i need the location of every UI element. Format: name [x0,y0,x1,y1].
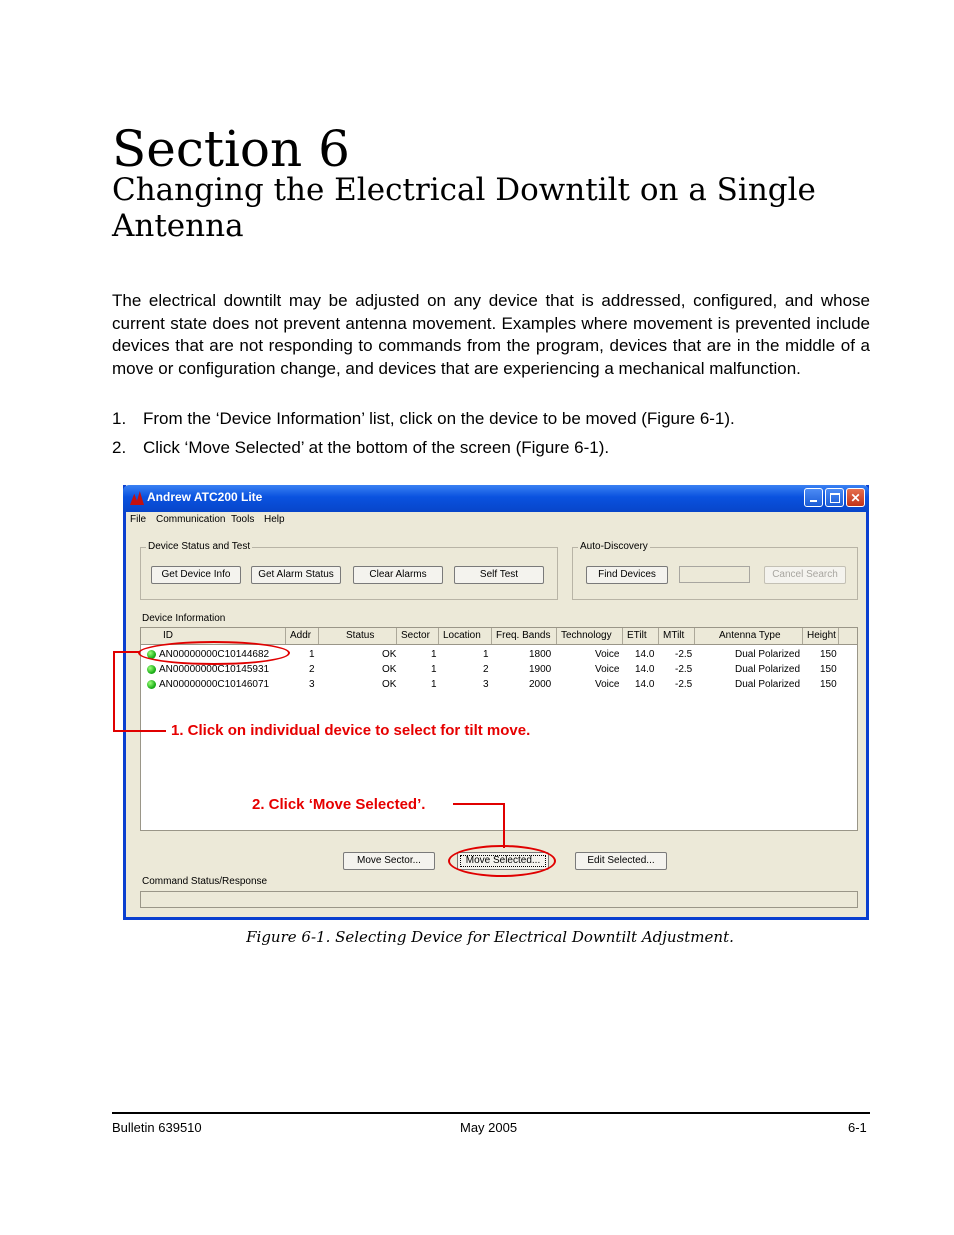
edit-selected-button[interactable]: Edit Selected... [575,852,667,870]
minimize-icon [810,500,817,502]
self-test-button[interactable]: Self Test [454,566,544,584]
step-text: Click ‘Move Selected’ at the bottom of the screen (Figure 6-1). [143,438,610,457]
col-technology[interactable]: Technology [557,628,623,644]
col-height[interactable]: Height [803,628,839,644]
command-status-label: Command Status/Response [142,876,268,887]
figure-caption: Figure 6-1. Selecting Device for Electrical Downtilt Adjustment. [246,928,734,946]
cell-etilt: 14.0 [635,649,655,660]
intro-paragraph: The electrical downtilt may be adjusted on any device that is addressed, configured, and whose current state does not prevent antenna movement. Examples where movement is prevented include devices that are not responding to commands from the program, devices that are in the middle of a move or configuration change, and devices that are experiencing a mechanical malfunction. [112,291,870,378]
callout-one-text: 1. Click on individual device to select for tilt move. [171,722,531,739]
cell-height: 150 [820,679,837,690]
footer-rule [112,1112,870,1114]
cell-status: OK [382,679,397,690]
cell-mtilt: -2.5 [675,664,693,675]
col-antenna-type[interactable]: Antenna Type [695,628,803,644]
cell-sector: 1 [431,649,437,660]
device-status-group [140,541,558,600]
cell-antenna-type: Dual Polarized [735,679,801,690]
cell-sector: 1 [431,664,437,675]
device-info-label: Device Information [142,613,226,624]
step-number: 1. [112,409,127,428]
device-status-group-label: Device Status and Test [148,541,251,552]
cell-mtilt: -2.5 [675,679,693,690]
col-addr[interactable]: Addr [286,628,319,644]
menu-help[interactable]: Help [264,514,285,525]
callout-two-text: 2. Click ‘Move Selected’. [252,796,426,813]
minimize-button[interactable] [804,488,823,507]
move-sector-button[interactable]: Move Sector... [343,852,435,870]
menu-tools[interactable]: Tools [231,514,255,525]
close-button[interactable] [846,488,865,507]
cell-status: OK [382,649,397,660]
device-highlight-ellipse [138,641,290,665]
step-item [112,408,870,437]
cell-location: 1 [483,649,489,660]
callout-one-line [113,730,166,732]
col-etilt[interactable]: ETilt [623,628,659,644]
cell-tech: Voice [595,649,620,660]
close-icon: ✕ [850,491,861,505]
table-row[interactable] [141,677,857,692]
cell-freq: 1800 [529,649,552,660]
cell-freq: 1900 [529,664,552,675]
cell-sector: 1 [431,679,437,690]
get-device-info-button[interactable]: Get Device Info [151,566,241,584]
app-logo-icon [130,491,144,505]
step-list [112,408,870,466]
section-title: Section 6 [112,120,350,178]
cell-height: 150 [820,664,837,675]
cancel-search-button[interactable]: Cancel Search [764,566,846,584]
footer-page-number: 6-1 [848,1120,867,1135]
cell-etilt: 14.0 [635,679,655,690]
cell-freq: 2000 [529,679,552,690]
menu-bar [126,512,866,530]
cell-addr: 1 [309,649,315,660]
menu-communication[interactable]: Communication [156,514,226,525]
section-subtitle: Changing the Electrical Downtilt on a Single Antenna [112,172,816,244]
cell-location: 2 [483,664,489,675]
cell-id: AN00000000C10144682 [159,649,270,660]
title-bar[interactable] [123,485,869,512]
maximize-icon [830,493,840,503]
cell-addr: 3 [309,679,315,690]
col-id[interactable]: ID [141,628,286,644]
status-ok-icon [147,665,156,674]
step-item [112,437,870,466]
command-status-field [140,891,858,908]
table-row[interactable] [141,662,857,677]
cell-tech: Voice [595,664,620,675]
cell-etilt: 14.0 [635,664,655,675]
cell-height: 150 [820,649,837,660]
cell-location: 3 [483,679,489,690]
footer-date: May 2005 [460,1120,518,1135]
step-text: From the ‘Device Information’ list, click on the device to be moved (Figure 6-1). [143,409,735,428]
cell-id: AN00000000C10145931 [159,664,270,675]
footer-bulletin: Bulletin 639510 [112,1120,202,1135]
clear-alarms-button[interactable]: Clear Alarms [353,566,443,584]
maximize-button[interactable] [825,488,844,507]
cell-addr: 2 [309,664,315,675]
menu-file[interactable]: File [130,514,147,525]
col-mtilt[interactable]: MTilt [659,628,695,644]
col-status[interactable]: Status [319,628,397,644]
discovery-progress-field [679,566,750,583]
callout-two-line [503,803,505,848]
status-ok-icon [147,680,156,689]
col-location[interactable]: Location [439,628,492,644]
cell-tech: Voice [595,679,620,690]
get-alarm-status-button[interactable]: Get Alarm Status [251,566,341,584]
cell-status: OK [382,664,397,675]
find-devices-button[interactable]: Find Devices [586,566,668,584]
auto-discovery-group-label: Auto-Discovery [580,541,648,552]
cell-id: AN00000000C10146071 [159,679,270,690]
move-selected-highlight-ellipse [448,845,556,877]
cell-antenna-type: Dual Polarized [735,664,801,675]
callout-one-line [113,651,140,653]
col-sector[interactable]: Sector [397,628,439,644]
move-selected-button[interactable]: Move Selected... [457,852,549,870]
col-freq-bands[interactable]: Freq. Bands [492,628,557,644]
window-title: Andrew ATC200 Lite [147,490,263,504]
callout-one-line [113,651,115,732]
callout-two-line [453,803,505,805]
cell-antenna-type: Dual Polarized [735,649,801,660]
step-number: 2. [112,438,127,457]
cell-mtilt: -2.5 [675,649,693,660]
